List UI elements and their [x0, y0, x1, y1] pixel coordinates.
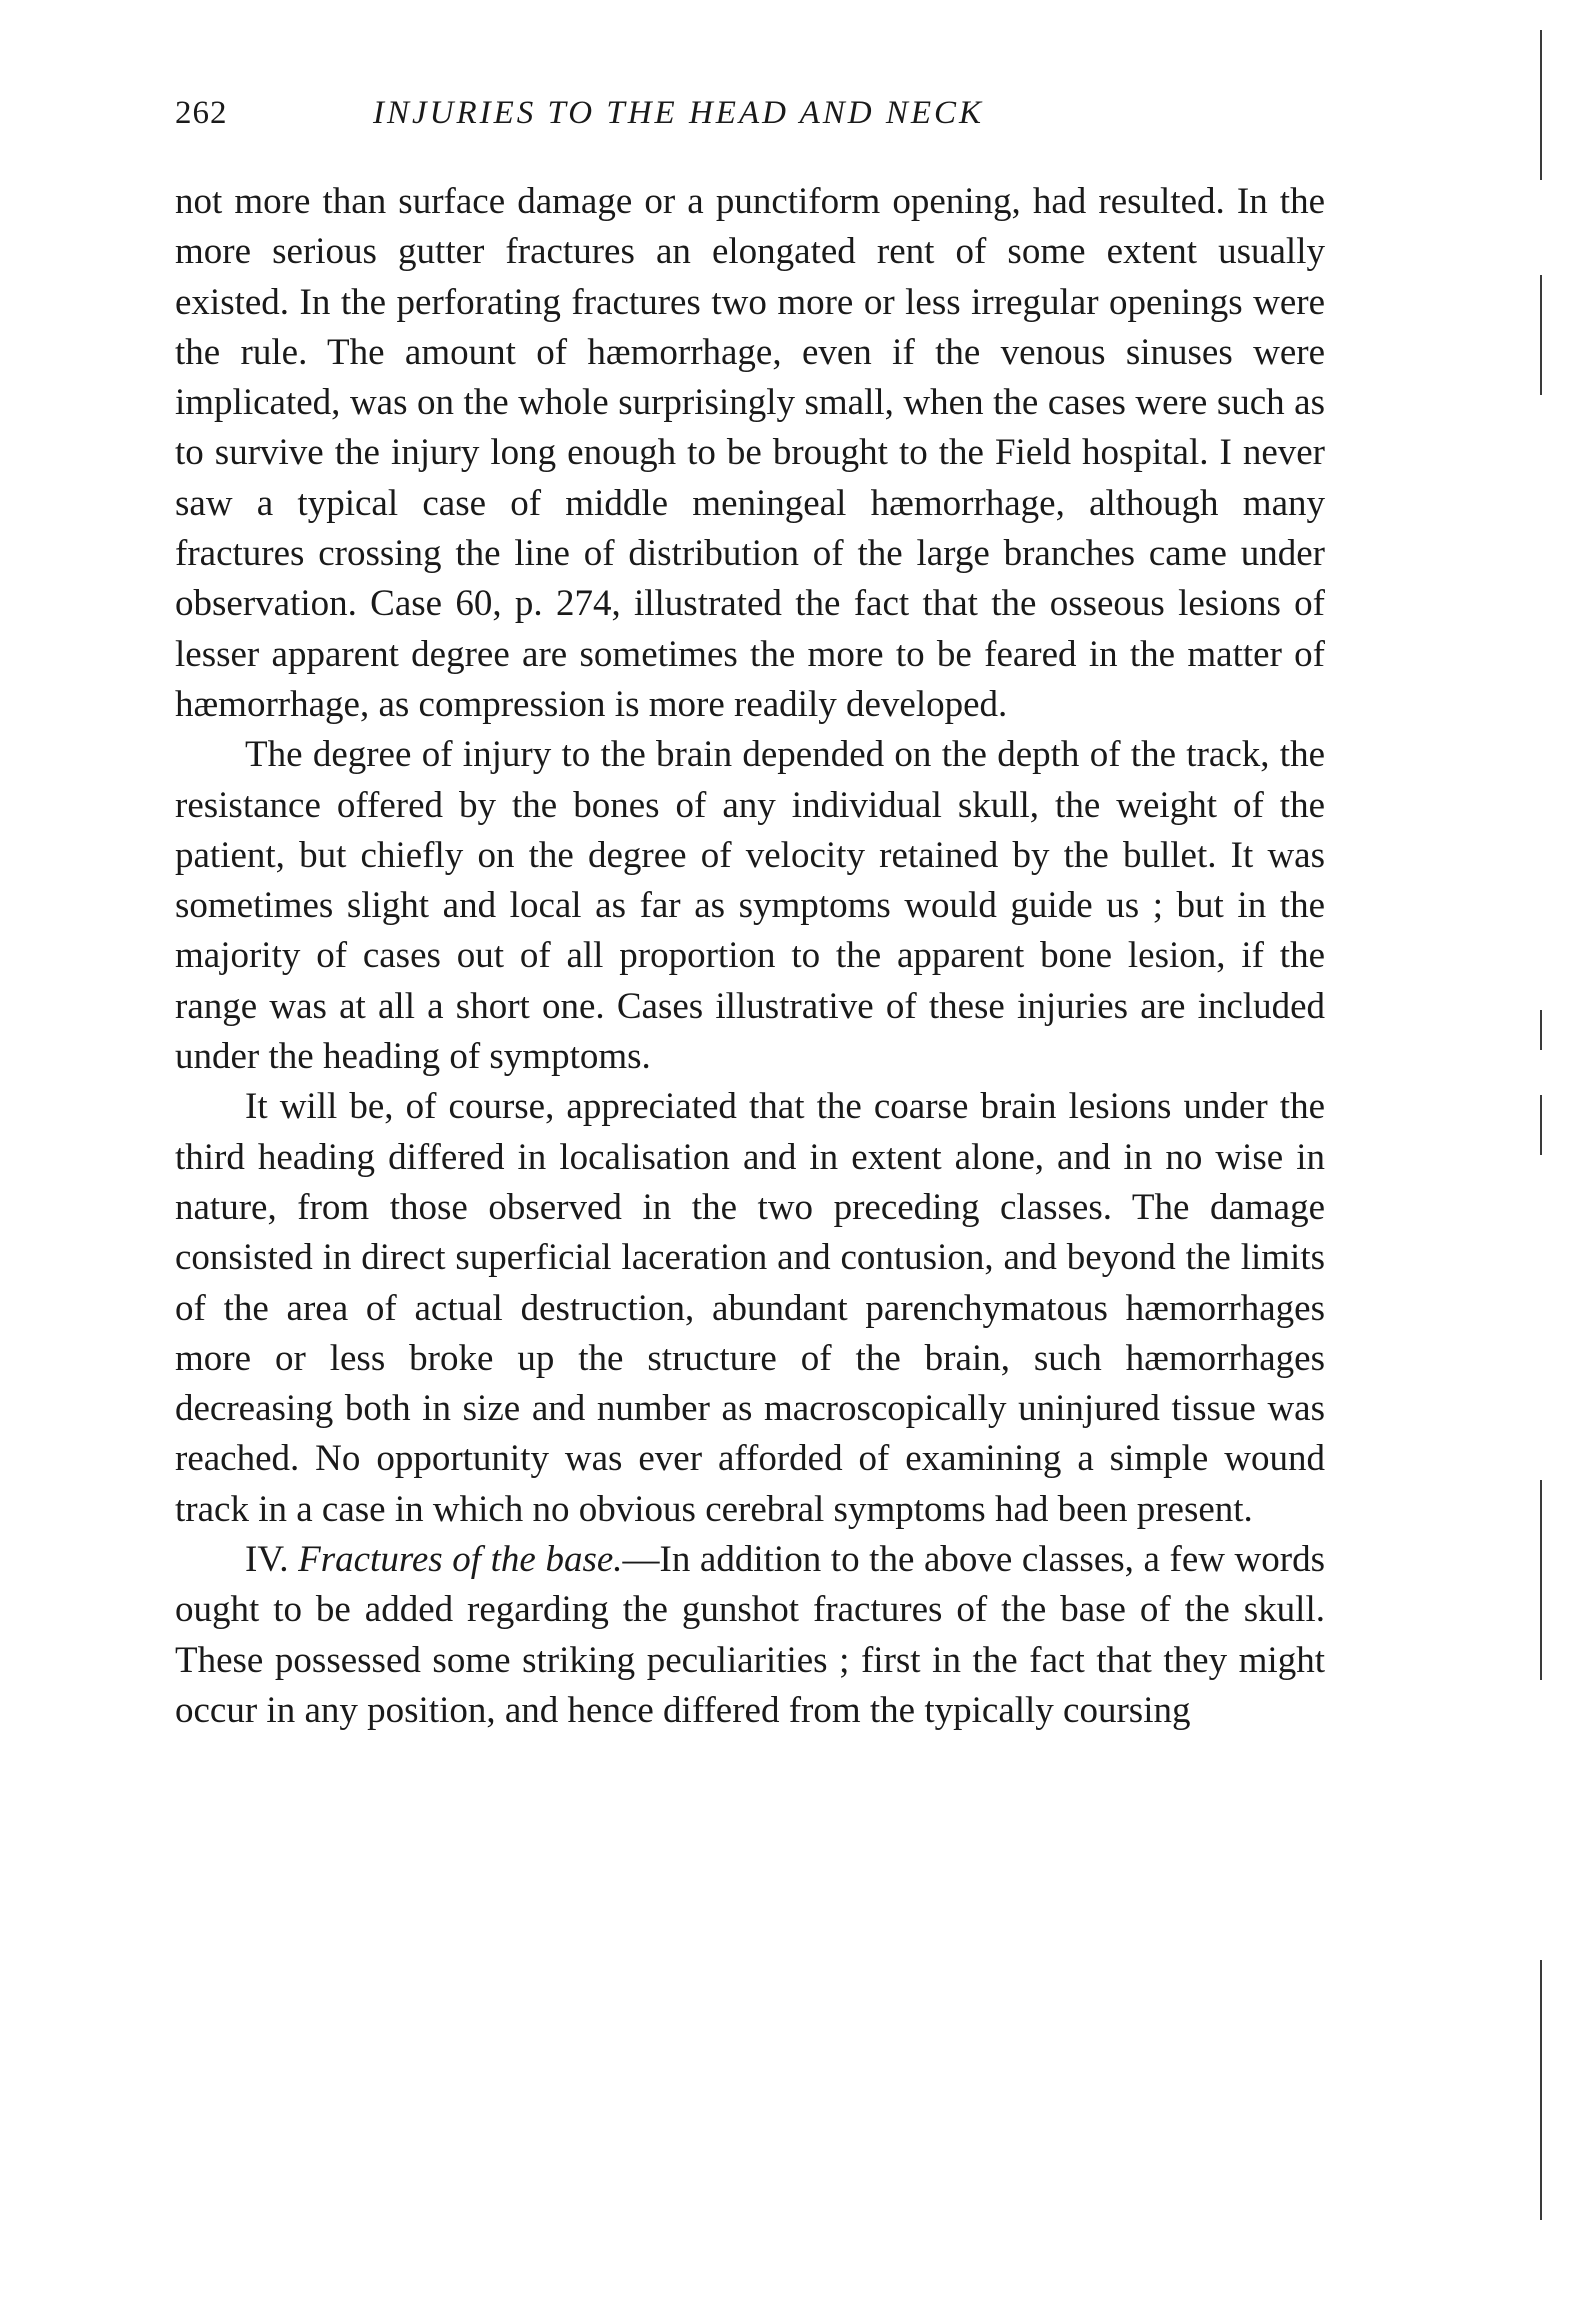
section-numeral: IV. — [245, 1539, 289, 1581]
paragraph-2: The degree of injury to the brain depended on the depth of the track, the resistance offered by the bones of any individual skull, the weight of the patient, but chiefly on the degree of velocity retained by the bullet. It was sometimes slight and local as far as symptoms would guide us ; but in the majority of cases out of all proportion to the apparent bone lesion, if the range was at all a short one. Cases illustrative of these injuries are included under the heading of symptoms. — [175, 734, 1325, 1078]
scan-edge-mark — [1540, 275, 1542, 395]
page-number: 262 — [175, 95, 228, 131]
section-heading: Fractures of the base. — [298, 1539, 623, 1581]
paragraph-4 — [175, 1535, 1325, 1736]
scan-edge-mark — [1540, 30, 1542, 180]
book-page — [175, 95, 1325, 1736]
paragraph-4-text: —In addition to the above classes, a few words ought to be added regarding the gunshot fractures of the base of the skull. These possessed some striking peculiarities ; first in the fact that they might occur in any position, and hence differed from the typically coursing — [175, 1539, 1325, 1731]
scan-edge-mark — [1540, 1480, 1542, 1680]
running-head — [175, 95, 1325, 145]
paragraph-1: not more than surface damage or a punctiform opening, had resulted. In the more serious gutter fractures an elongated rent of some extent usually existed. In the perforating fractures two more or less irregular openings were the rule. The amount of hæmorrhage, even if the venous sinuses were implicated, was on the whole surprisingly small, when the cases were such as to survive the injury long enough to be brought to the Field hospital. I never saw a typical case of middle meningeal hæmorrhage, although many fractures crossing the line of distribution of the large branches came under observation. Case 60, p. 274, illustrated the fact that the osseous lesions of lesser apparent degree are sometimes the more to be feared in the matter of hæmorrhage, as compression is more readily developed. — [175, 181, 1325, 725]
paragraph-3: It will be, of course, appreciated that the coarse brain lesions under the third heading differed in localisation and in extent alone, and in no wise in nature, from those observed in the two preceding classes. The damage consisted in direct superficial laceration and contusion, and beyond the limits of the area of actual destruction, abundant parenchymatous hæmorrhages more or less broke up the structure of the brain, such hæmorrhages decreasing both in size and number as macroscopically uninjured tissue was reached. No opportunity was ever afforded of examining a simple wound track in a case in which no obvious cerebral symptoms had been present. — [175, 1086, 1325, 1530]
scan-edge-mark — [1540, 1095, 1542, 1155]
running-title: INJURIES TO THE HEAD AND NECK — [373, 95, 985, 131]
scan-edge-mark — [1540, 1960, 1542, 2220]
scan-edge-mark — [1540, 1010, 1542, 1050]
body-text — [175, 177, 1325, 1736]
